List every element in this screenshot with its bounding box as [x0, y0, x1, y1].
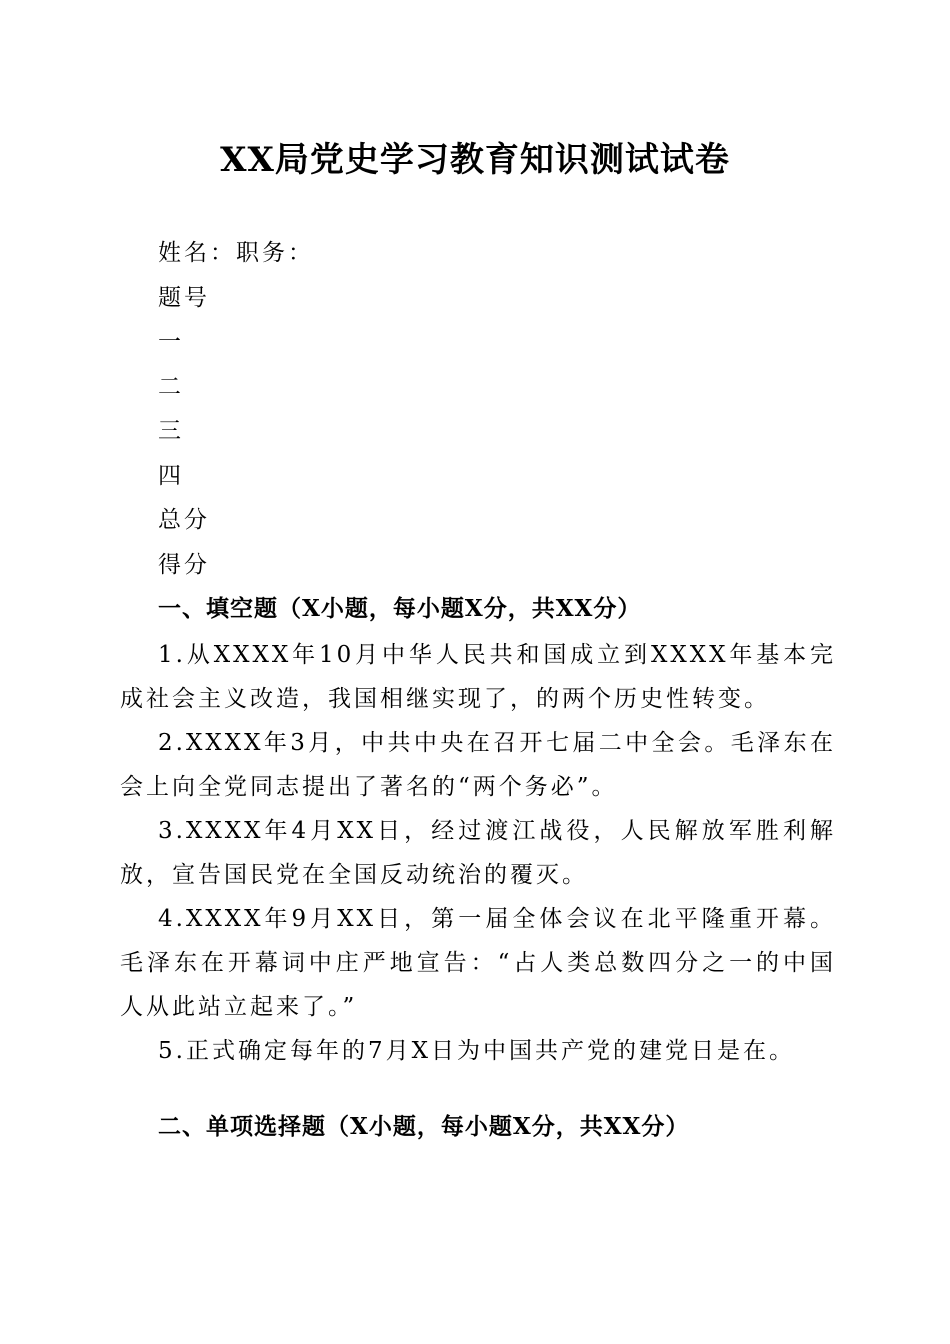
question-1: 1.从XXXX年10月中华人民共和国成立到XXXX年基本完成社会主义改造，我国相继实现了，的两个历史性转变。 [120, 642, 836, 712]
section-number-4: 四 [158, 463, 184, 489]
exam-title: XX局党史学习教育知识测试试卷 [220, 140, 730, 180]
section-heading-single-choice: 二、单项选择题（X小题，每小题X分，共XX分） [158, 1113, 690, 1140]
question-3: 3.XXXX年4月XX日，经过渡江战役，人民解放军胜利解放，宣告国民党在全国反动统治的覆灭。 [120, 818, 836, 888]
name-position-line: 姓名：职务： [158, 240, 314, 266]
question-5: 5.正式确定每年的7月X日为中国共产党的建党日是在。 [158, 1038, 795, 1064]
section-number-2: 二 [158, 374, 184, 400]
total-score-label: 总分 [158, 507, 210, 533]
question-4: 4.XXXX年9月XX日，第一届全体会议在北平隆重开幕。毛泽东在开幕词中庄严地宣告：“占人类总数四分之一的中国人从此站立起来了。” [120, 906, 836, 1020]
section-heading-fill-in-blank: 一、填空题（X小题，每小题X分，共XX分） [158, 595, 642, 622]
section-number-1: 一 [158, 329, 184, 355]
section-number-3: 三 [158, 418, 184, 444]
question-2: 2.XXXX年3月，中共中央在召开七届二中全会。毛泽东在会上向全党同志提出了著名的“两个务必”。 [120, 730, 836, 800]
question-number-label: 题号 [158, 285, 210, 311]
score-label: 得分 [158, 552, 210, 578]
